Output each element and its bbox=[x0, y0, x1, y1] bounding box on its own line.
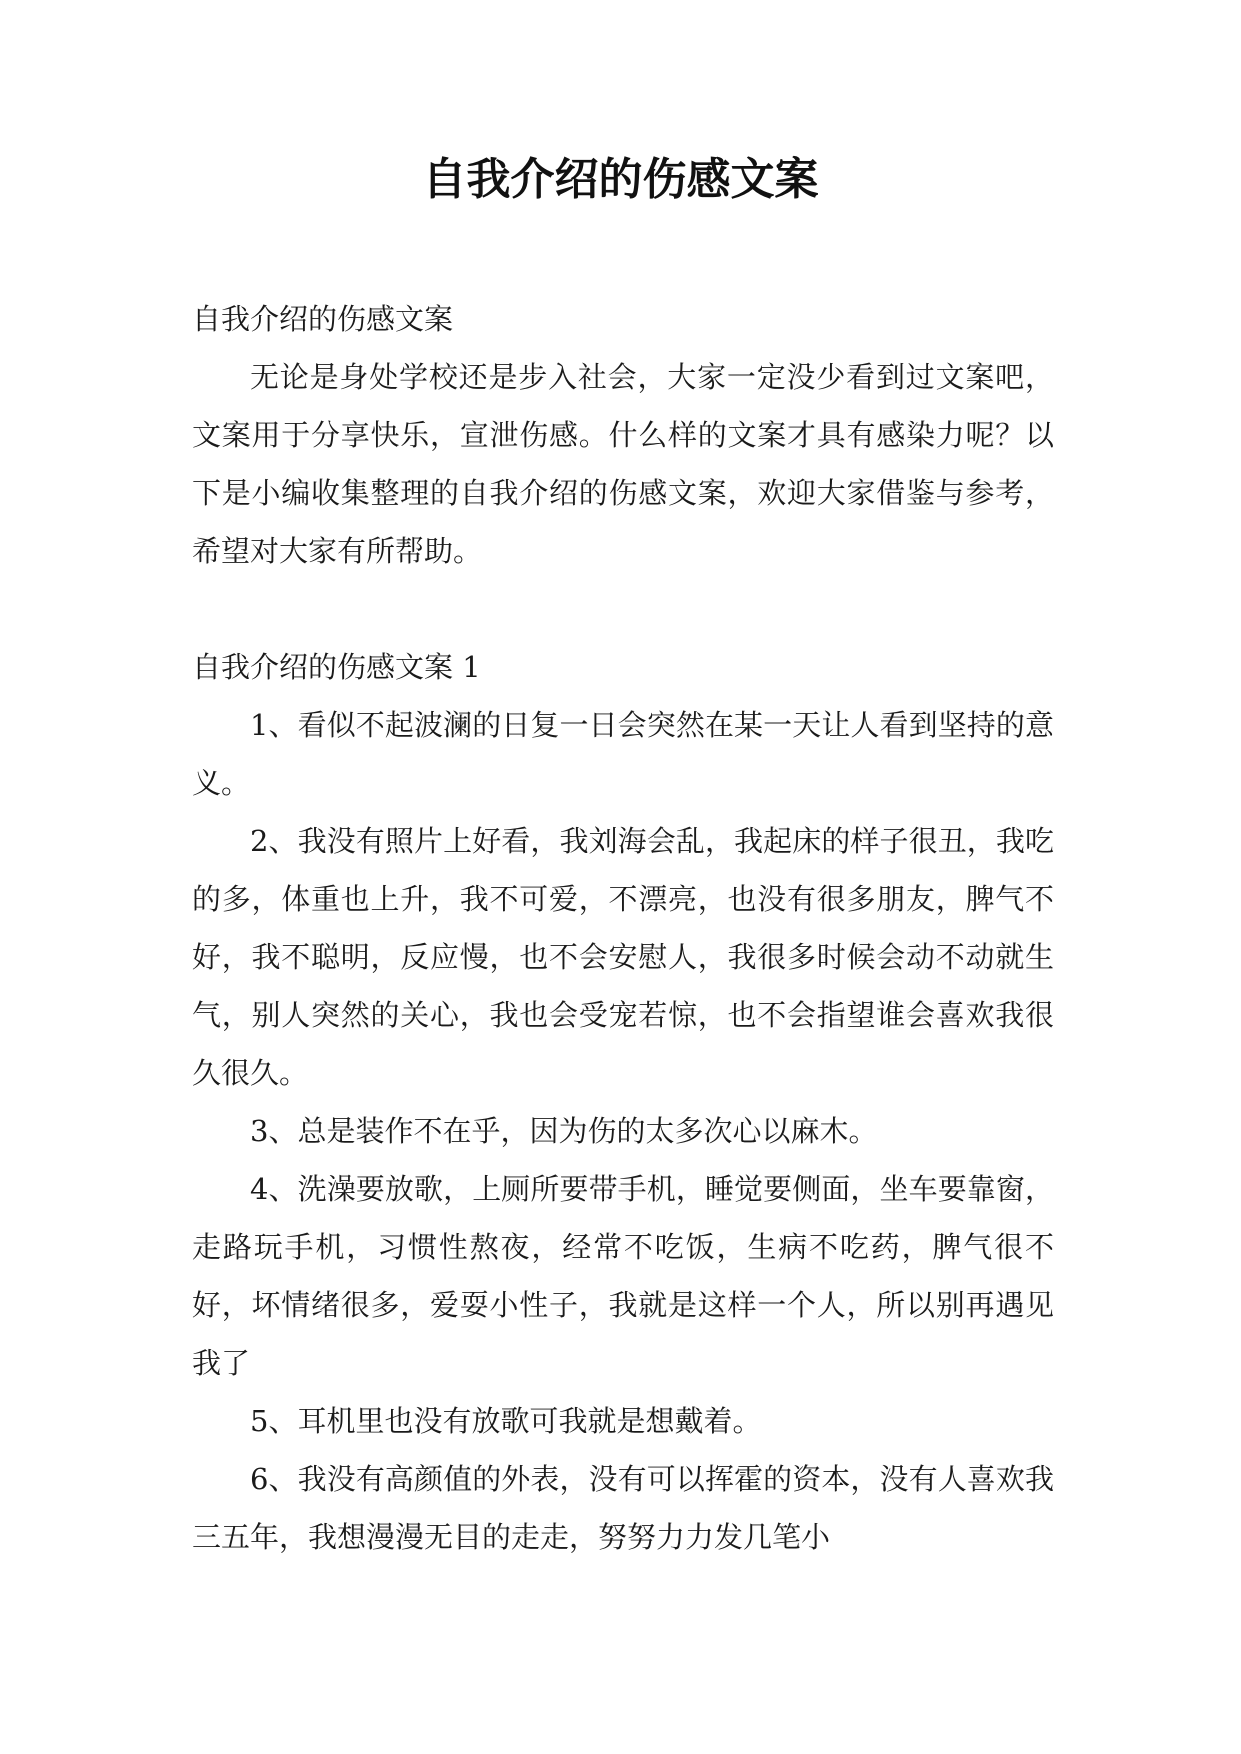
list-item: 4、洗澡要放歌，上厕所要带手机，睡觉要侧面，坐车要靠窗，走路玩手机，习惯性熬夜，经常不吃饭，生病不吃药，脾气很不好，坏情绪很多，爱耍小性子，我就是这样一个人，所以别再遇见我了 bbox=[192, 1172, 1054, 1380]
list-item: 1、看似不起波澜的日复一日会突然在某一天让人看到坚持的意义。 bbox=[192, 708, 1054, 800]
document-body bbox=[192, 290, 1054, 1566]
document-title: 自我介绍的伤感文案 bbox=[422, 154, 819, 205]
list-item: 2、我没有照片上好看，我刘海会乱，我起床的样子很丑，我吃的多，体重也上升，我不可爱，不漂亮，也没有很多朋友，脾气不好，我不聪明，反应慢，也不会安慰人，我很多时候会动不动就生气，别人突然的关心，我也会受宠若惊，也不会指望谁会喜欢我很久很久。 bbox=[192, 824, 1054, 1090]
list-item: 5、耳机里也没有放歌可我就是想戴着。 bbox=[250, 1404, 762, 1438]
document-subtitle: 自我介绍的伤感文案 bbox=[192, 302, 454, 336]
list-item: 6、我没有高颜值的外表，没有可以挥霍的资本，没有人喜欢我三五年，我想漫漫无目的走走，努努力力发几笔小 bbox=[192, 1462, 1054, 1554]
section-heading: 自我介绍的伤感文案 1 bbox=[192, 650, 481, 684]
list-item: 3、总是装作不在乎，因为伤的太多次心以麻木。 bbox=[250, 1114, 878, 1148]
intro-paragraph: 无论是身处学校还是步入社会，大家一定没少看到过文案吧，文案用于分享快乐，宣泄伤感。什么样的文案才具有感染力呢？以下是小编收集整理的自我介绍的伤感文案，欢迎大家借鉴与参考，希望对大家有所帮助。 bbox=[192, 360, 1054, 568]
